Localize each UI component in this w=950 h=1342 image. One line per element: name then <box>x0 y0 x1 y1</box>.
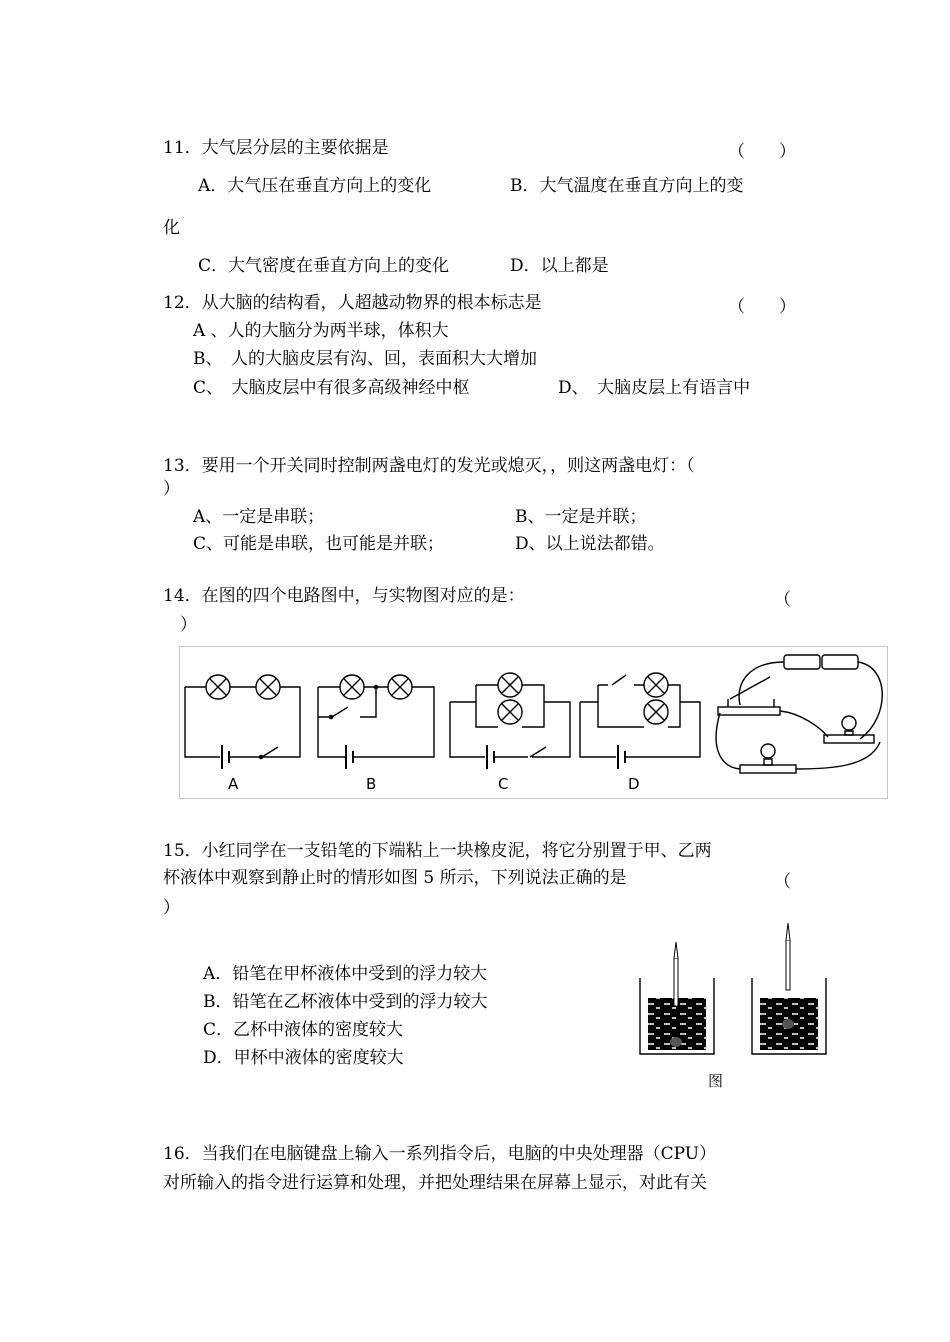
circuit-label-b: B <box>366 775 377 793</box>
beaker-yi <box>752 923 826 1054</box>
q12-option-b: B、 人的大脑皮层有沟、回，表面积大大增加 <box>193 349 537 369</box>
q14-stem: 14．在图的四个电路图中，与实物图对应的是： <box>163 586 525 606</box>
q13-option-b: B、一定是并联； <box>515 507 647 527</box>
q15-stem-line1: 15．小红同学在一支铅笔的下端粘上一块橡皮泥，将它分别置于甲、乙两 <box>163 841 712 861</box>
physical-circuit <box>716 655 882 773</box>
q11-stem: 11．大气层分层的主要依据是 <box>163 138 389 158</box>
beaker-jia <box>640 942 714 1054</box>
q14-paren-open: （ <box>774 590 791 610</box>
q13-stem-wrap: ） <box>163 479 180 499</box>
q15-option-b: B．铅笔在乙杯液体中受到的浮力较大 <box>203 992 488 1012</box>
circuit-label-c: C <box>498 775 509 793</box>
q11-option-a: A．大气压在垂直方向上的变化 <box>198 176 432 196</box>
q13-stem: 13．要用一个开关同时控制两盏电灯的发光或熄灭，，则这两盏电灯：（ <box>163 456 695 476</box>
q14-paren-close: ） <box>180 615 197 635</box>
q11-option-b: B．大气温度在垂直方向上的变 <box>510 176 744 196</box>
circuit-b <box>318 675 434 769</box>
q15-option-d: D．甲杯中液体的密度较大 <box>203 1048 404 1068</box>
beakers-figure <box>630 920 860 1060</box>
q12-option-d: D、 大脑皮层上有语言中 <box>558 378 751 398</box>
q11-option-c: C．大气密度在垂直方向上的变化 <box>198 256 450 276</box>
circuit-d <box>580 673 700 769</box>
q15-paren-open: （ <box>774 872 791 892</box>
circuit-figure <box>179 646 888 799</box>
q12-option-a: A 、人的大脑分为两半球，体积大 <box>193 321 449 341</box>
q15-stem-line2: 杯液体中观察到静止时的情形如图 5 所示，下列说法正确的是 <box>163 868 627 888</box>
circuit-label-a: A <box>228 775 239 793</box>
circuit-label-d: D <box>628 775 640 793</box>
q13-option-d: D、以上说法都错。 <box>515 534 665 554</box>
q16-line2: 对所输入的指令进行运算和处理，并把处理结果在屏幕上显示，对此有关 <box>163 1173 707 1193</box>
q11-answer-paren: （ ） <box>728 142 796 162</box>
q15-paren-close: ） <box>163 898 180 918</box>
q15-option-c: C．乙杯中液体的密度较大 <box>203 1020 404 1040</box>
q15-figure-caption: 图 <box>708 1072 724 1090</box>
q13-option-a: A、一定是串联； <box>193 507 325 527</box>
circuit-diagrams <box>180 647 887 798</box>
q12-stem: 12．从大脑的结构看，人超越动物界的根本标志是 <box>163 293 542 313</box>
q16-line1: 16．当我们在电脑键盘上输入一系列指令后，电脑的中央处理器（CPU） <box>163 1144 717 1164</box>
circuit-c <box>450 673 570 769</box>
q15-option-a: A．铅笔在甲杯液体中受到的浮力较大 <box>203 964 488 984</box>
q12-answer-paren: （ ） <box>728 297 796 317</box>
q11-option-d: D．以上都是 <box>510 256 609 276</box>
q12-option-c: C、 大脑皮层中有很多高级神经中枢 <box>193 378 470 398</box>
q13-option-c: C、可能是串联，也可能是并联； <box>193 534 445 554</box>
q11-option-b-wrap: 化 <box>163 218 180 238</box>
circuit-a <box>185 675 300 769</box>
